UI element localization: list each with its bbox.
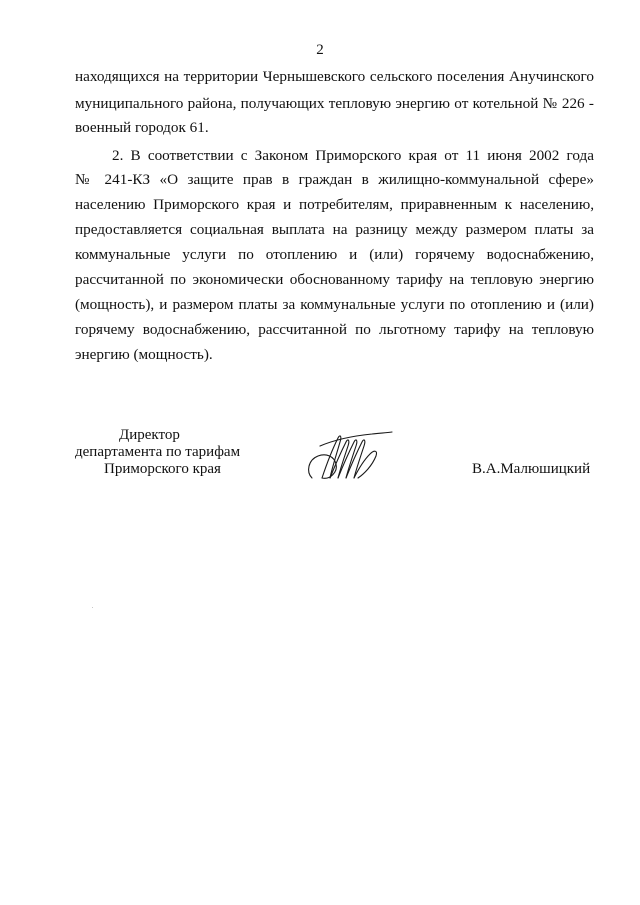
body-line: рассчитанной по экономически обоснованному тарифу на тепловую энергию (75, 271, 594, 288)
signatory-title-line: департамента по тарифам (75, 444, 241, 460)
body-line: горячему водоснабжению, рассчитанной по льготному тарифу на тепловую (75, 321, 594, 338)
body-line: предоставляется социальная выплата на разницу между размером платы за (75, 221, 594, 238)
body-line: коммунальные услуги по отоплению и (или) горячему водоснабжению, (75, 246, 594, 263)
body-line: (мощность), и размером платы за коммунальные услуги по отоплению и (или) (75, 296, 594, 313)
signatory-name: В.А.Малюшицкий (472, 461, 591, 477)
body-line: военный городок 61. (75, 119, 209, 136)
body-line: муниципального района, получающих тепловую энергию от котельной № 226 - (75, 95, 594, 112)
body-line: энергию (мощность). (75, 346, 213, 363)
signatory-title-line: Директор (119, 427, 180, 443)
body-line: находящихся на территории Чернышевского сельского поселения Анучинского (75, 68, 594, 85)
signatory-title-line: Приморского края (104, 461, 221, 477)
body-line: № 241-КЗ «О защите прав в граждан в жилищно-коммунальной сфере» (75, 171, 594, 188)
page-number: 2 (316, 42, 324, 58)
paragraph-2-first-line: 2. В соответствии с Законом Приморского края от 11 июня 2002 года (112, 147, 594, 164)
scan-speck (92, 607, 93, 608)
handwritten-signature (300, 420, 400, 500)
body-line: населению Приморского края и потребителям, приравненным к населению, (75, 196, 594, 213)
